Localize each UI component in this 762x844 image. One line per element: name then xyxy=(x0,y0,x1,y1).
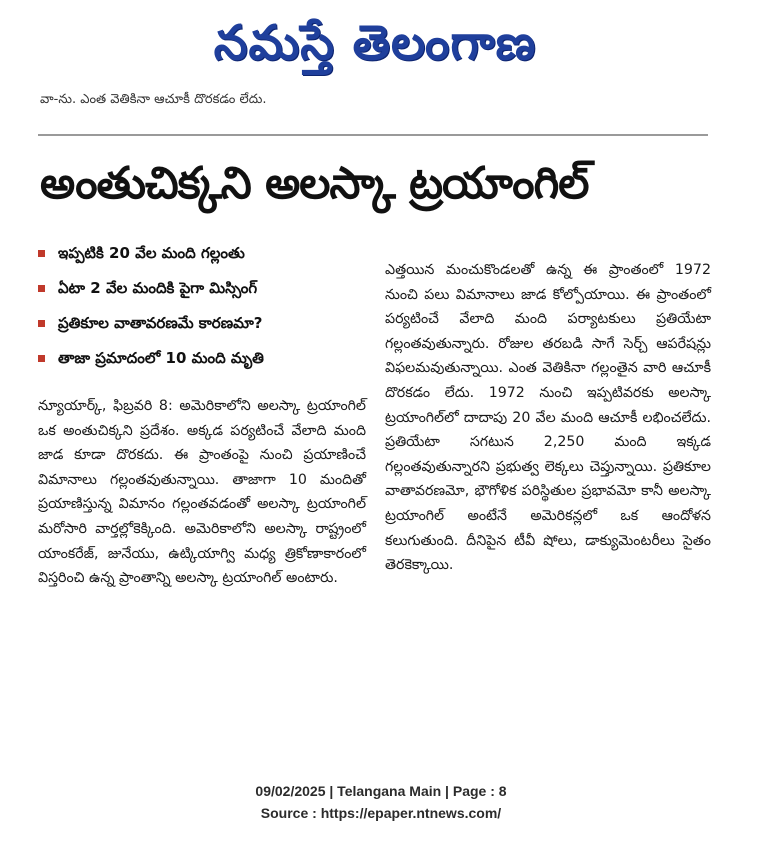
source-link[interactable]: Source : https://epaper.ntnews.com/ xyxy=(260,805,502,821)
newspaper-masthead: నమస్తే తెలంగాణ xyxy=(213,15,537,71)
highlight-item xyxy=(38,236,378,271)
highlight-text: తాజా ప్రమాదంలో 10 మంది మృతి xyxy=(58,349,264,367)
edition-info: 09/02/2025 | Telangana Main | Page : 8 xyxy=(255,783,507,799)
highlight-item xyxy=(38,306,378,341)
square-bullet-icon xyxy=(38,320,45,327)
article-body-right-column: ఎత్తయిన మంచుకొండలతో ఉన్న ఈ ప్రాంతంలో 1972 నుంచి పలు విమానాలు జాడ కోల్పోయాయి. ఈ ప్రాంతంలో పర్యటించే వేలాది మంది పర్యాటకులు ప్రతియేటా గల్లంతవుతున్నారు. రోజుల తరబడి సాగే సెర్చ్ ఆపరేషన్లు విఫలమవుతున్నాయి. ఎంత వెతికినా గల్లంతైన వారి ఆచూకీ దొరకడం లేదు. 1972 నుంచి ఇప్పటివరకు అలస్కా ట్రయాంగిల్‌లో దాదాపు 20 వేల మంది ఆచూకీ లభించలేదు. ప్రతియేటా సగటున 2,250 మంది ఇక్కడ గల్లంతవుతున్నారని ప్రభుత్వ లెక్కలు చెప్తున్నాయి. ప్రతికూల వాతావరణమో, భౌగోళిక పరిస్థితుల ప్రభావమో కానీ అలస్కా ట్రయాంగిల్ అంటేనే అమెరికన్లలో ఒక ఆందోళన కలుగుతుంది. దీనిపైన టీవీ షోలు, డాక్యుమెంటరీలు సైతం తెరకెక్కాయి. xyxy=(385,262,711,574)
article-body-left-column: న్యూయార్క్, ఫిబ్రవరి 8: అమెరికాలోని అలస్కా ట్రయాంగిల్ ఒక అంతుచిక్కని ప్రదేశం. అక్కడ పర్యటించే వేలాది మంది జాడ కూడా దొరకదు. ఈ ప్రాంతంపై నుంచి ప్రయాణించే విమానాలు గల్లంతవుతున్నాయి. తాజాగా 10 మందితో ప్రయాణిస్తున్న విమానం గల్లంతవడంతో అలస్కా ట్రయాంగిల్ మరోసారి వార్తల్లోకెక్కింది. అమెరికాలోని అలస్కా రాష్ట్రంలో యాంకరేజ్, జునేయు, ఉట్కియాగ్వి మధ్య త్రికోణాకారంలో విస్తరించి ఉన్న ప్రాంతాన్ని అలస్కా ట్రయాంగిల్ అంటారు. xyxy=(38,398,366,587)
highlight-text: ఏటా 2 వేల మందికి పైగా మిస్సింగ్ xyxy=(58,279,258,297)
article-headline: అంతుచిక్కని అలస్కా ట్రయాంగిల్ xyxy=(40,158,589,209)
highlight-item xyxy=(38,341,378,376)
square-bullet-icon xyxy=(38,355,45,362)
highlight-list xyxy=(38,236,378,376)
previous-article-cut-line: వా-ను. ఎంత వెతికినా ఆచూకీ దొరకడం లేదు. xyxy=(40,92,267,106)
section-divider xyxy=(38,134,708,136)
highlight-text: ఇప్పటికి 20 వేల మంది గల్లంతు xyxy=(58,244,245,262)
highlight-text: ప్రతికూల వాతావరణమే కారణమా? xyxy=(58,314,263,332)
highlight-item xyxy=(38,271,378,306)
square-bullet-icon xyxy=(38,250,45,257)
square-bullet-icon xyxy=(38,285,45,292)
